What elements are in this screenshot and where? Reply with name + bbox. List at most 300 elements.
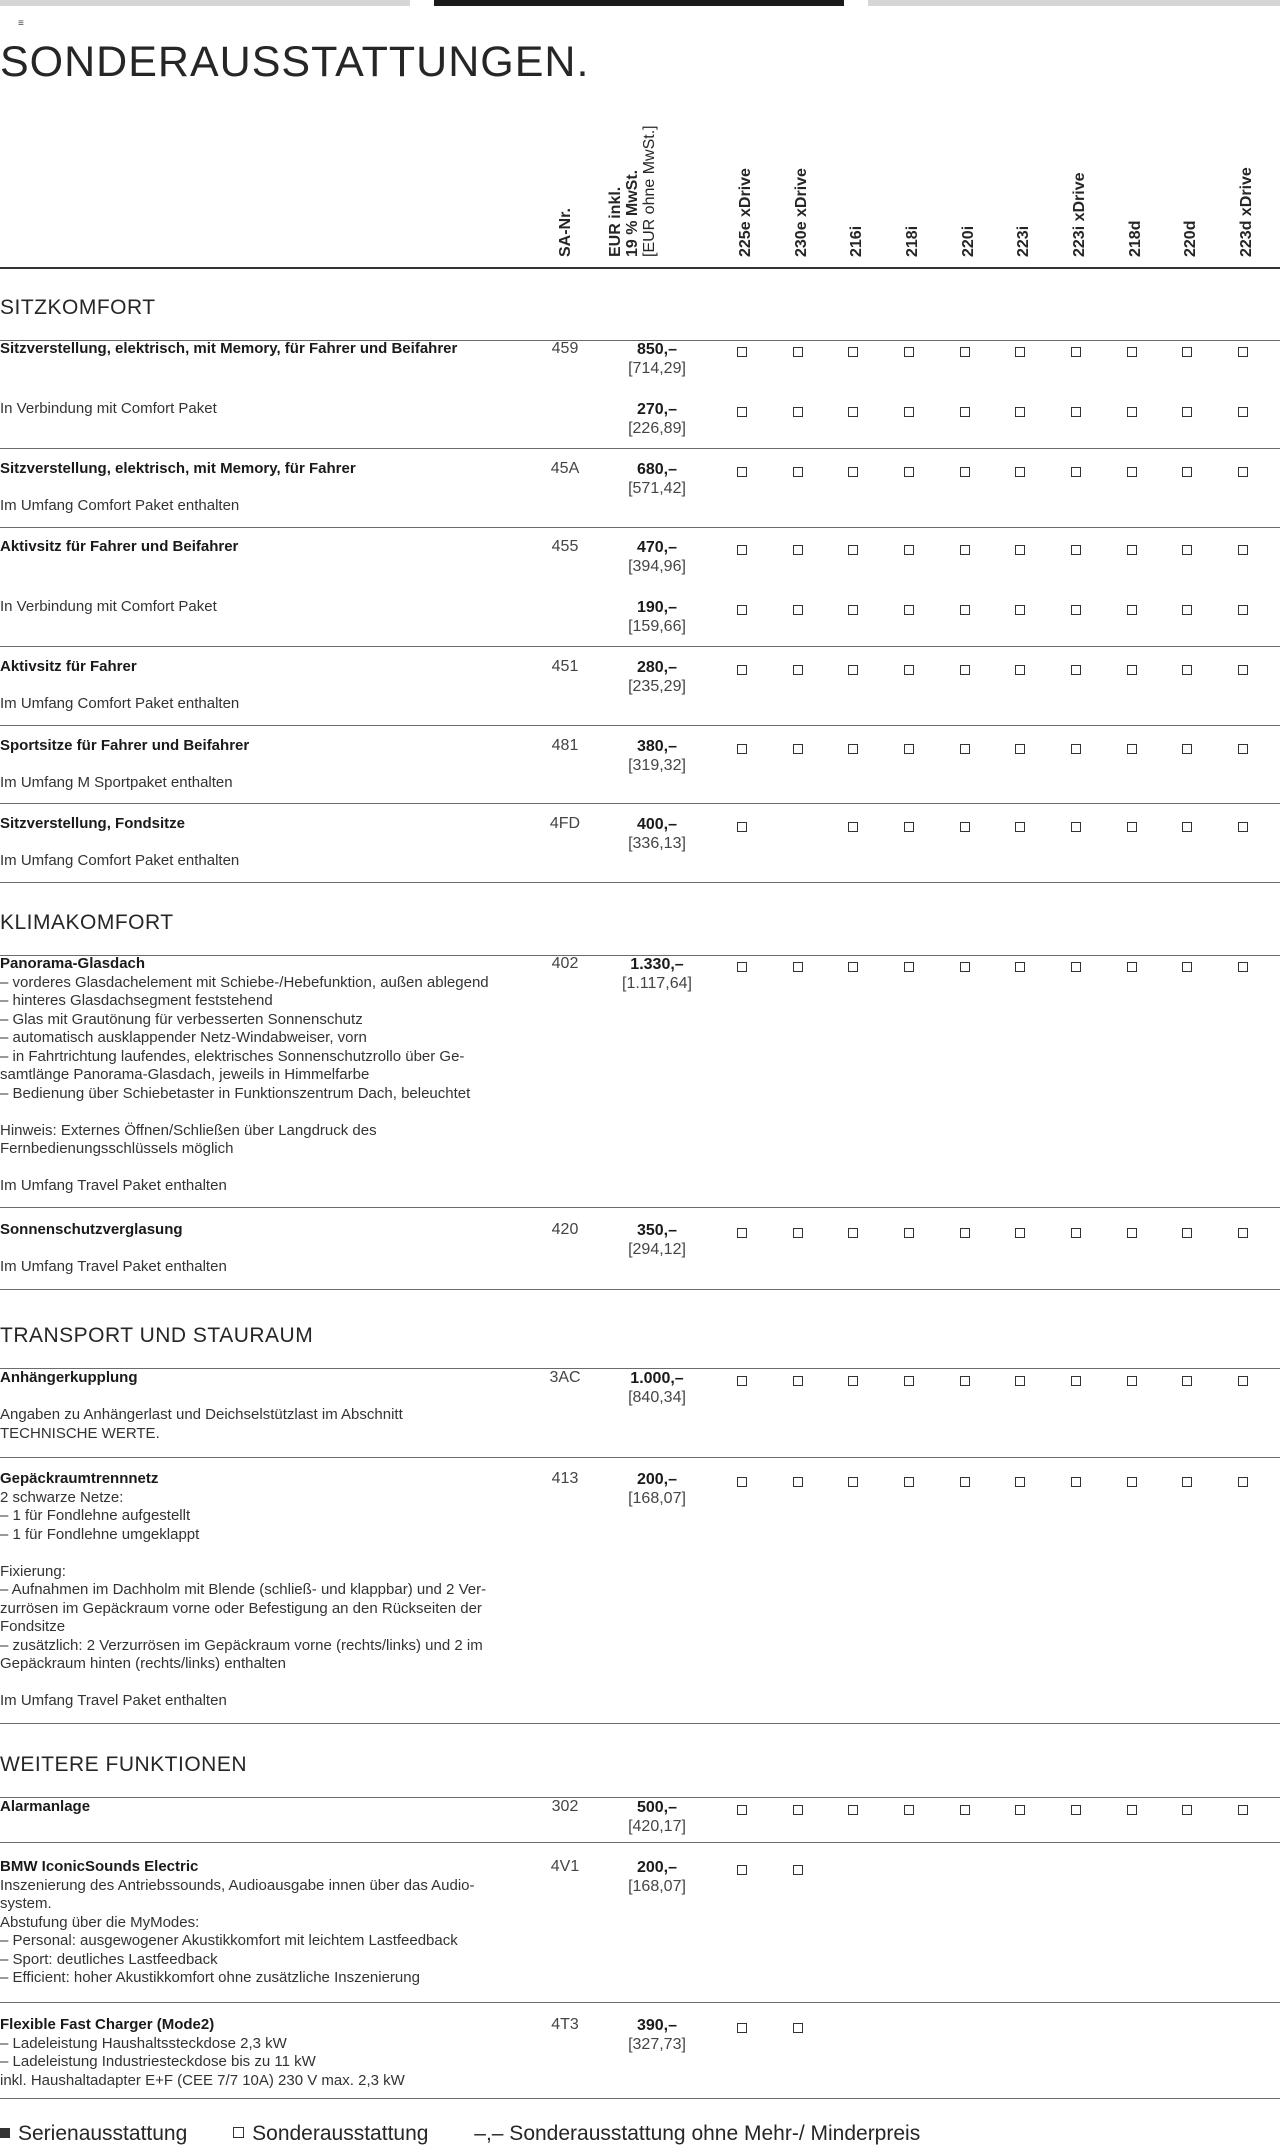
option-available-box bbox=[793, 1865, 803, 1875]
option-available-box bbox=[737, 2023, 747, 2033]
option-available-box bbox=[793, 744, 803, 754]
option-description bbox=[0, 658, 530, 714]
spacer bbox=[0, 1674, 530, 1693]
legend-sonder: Sonderausstattung bbox=[233, 2122, 428, 2145]
sa-number: 4T3 bbox=[551, 2016, 579, 2033]
row-rule bbox=[0, 1842, 1280, 1843]
option-detail-line: Hinweis: Externes Öffnen/Schließen über Langdruck des bbox=[0, 1121, 377, 1139]
price-gross: 190,– bbox=[636, 599, 678, 616]
option-detail-line: zurrösen im Gepäckraum vorne oder Befestigung an den Rückseiten der bbox=[0, 1599, 482, 1617]
option-available-box bbox=[1071, 1805, 1081, 1815]
option-available-box bbox=[793, 347, 803, 357]
option-detail-line: – Efficient: hoher Akustikkomfort ohne zusätzliche Inszenierung bbox=[0, 1969, 420, 1986]
option-description bbox=[0, 1369, 530, 1443]
option-available-box bbox=[960, 407, 970, 417]
option-title: BMW IconicSounds Electric bbox=[0, 1858, 199, 1875]
option-available-box bbox=[1127, 605, 1137, 615]
option-available-box bbox=[1127, 1805, 1137, 1815]
option-available-box bbox=[904, 962, 914, 972]
option-detail-line: – Ladeleistung Industriesteckdose bis zu 11 kW bbox=[0, 2053, 316, 2070]
option-available-box bbox=[1238, 665, 1248, 675]
option-detail-line: – Aufnahmen im Dachholm mit Blende (schließ- und klappbar) und 2 Ver- bbox=[0, 1581, 487, 1598]
col-sa-nr: SA-Nr. bbox=[557, 208, 574, 257]
option-detail-line: system. bbox=[0, 1895, 52, 1912]
sa-number: 413 bbox=[551, 1470, 579, 1487]
price-cell bbox=[612, 400, 702, 438]
row-rule bbox=[0, 1207, 1280, 1208]
option-available-box bbox=[960, 1805, 970, 1815]
option-available-box bbox=[1015, 1477, 1025, 1487]
price-cell bbox=[612, 737, 702, 775]
option-available-box bbox=[904, 605, 914, 615]
price-gross: 350,– bbox=[636, 1222, 678, 1239]
price-gross: 1.000,– bbox=[630, 1370, 684, 1387]
row-rule bbox=[0, 882, 1280, 883]
option-available-box bbox=[904, 1805, 914, 1815]
spacer bbox=[0, 834, 530, 853]
option-description bbox=[0, 1858, 530, 1988]
option-available-box bbox=[1071, 1376, 1081, 1386]
option-title: Alarmanlage bbox=[0, 1798, 91, 1815]
option-available-box bbox=[960, 665, 970, 675]
spacer bbox=[0, 677, 530, 696]
option-detail-line: In Verbindung mit Comfort Paket bbox=[0, 598, 217, 615]
price-gross: 380,– bbox=[636, 738, 678, 755]
col-model: 216i bbox=[848, 225, 865, 257]
sa-number: 451 bbox=[551, 658, 579, 675]
option-available-box bbox=[848, 1477, 858, 1487]
option-available-box bbox=[1071, 347, 1081, 357]
price-gross: 280,– bbox=[636, 659, 678, 676]
option-title: Aktivsitz für Fahrer bbox=[0, 658, 137, 675]
price-net: [327,73] bbox=[628, 2036, 686, 2053]
option-description bbox=[0, 1221, 530, 1277]
option-available-box bbox=[1238, 605, 1248, 615]
option-detail-line: – Glas mit Grautönung für verbesserten Sonnenschutz bbox=[0, 1010, 363, 1028]
option-detail-line: inkl. Haushaltadapter E+F (CEE 7/7 10A) 230 V max. 2,3 kW bbox=[0, 2071, 405, 2089]
option-available-box bbox=[848, 605, 858, 615]
col-model: 223i bbox=[1015, 225, 1032, 257]
option-available-box bbox=[793, 1376, 803, 1386]
price-net: [714,29] bbox=[628, 360, 686, 377]
price-gross: 390,– bbox=[636, 2017, 678, 2034]
option-detail-line: – Ladeleistung Haushaltssteckdose 2,3 kW bbox=[0, 2034, 287, 2052]
price-net: [571,42] bbox=[628, 480, 686, 497]
option-title: Sitzverstellung, elektrisch, mit Memory, für Fahrer bbox=[0, 460, 356, 477]
option-available-box bbox=[737, 1376, 747, 1386]
option-available-box bbox=[960, 467, 970, 477]
option-available-box bbox=[793, 665, 803, 675]
sa-number: 420 bbox=[551, 1221, 579, 1238]
price-net: [294,12] bbox=[628, 1241, 686, 1258]
option-available-box bbox=[1015, 545, 1025, 555]
option-title: Sitzverstellung, elektrisch, mit Memory, für Fahrer und Beifahrer bbox=[0, 340, 458, 357]
option-description bbox=[0, 1798, 530, 1817]
option-available-box bbox=[904, 822, 914, 832]
option-available-box bbox=[1015, 467, 1025, 477]
option-available-box bbox=[1071, 467, 1081, 477]
col-model: 225e xDrive bbox=[737, 168, 754, 257]
option-description bbox=[0, 598, 530, 617]
option-available-box bbox=[737, 744, 747, 754]
option-detail-line: samtlänge Panorama-Glasdach, jeweils in Himmelfarbe bbox=[0, 1066, 370, 1083]
price-gross: 200,– bbox=[636, 1471, 678, 1488]
option-available-box bbox=[1127, 1228, 1137, 1238]
option-available-box bbox=[1238, 962, 1248, 972]
option-description bbox=[0, 340, 530, 359]
legend bbox=[0, 2122, 960, 2146]
price-net: [840,34] bbox=[628, 1389, 686, 1406]
sa-number: 3AC bbox=[549, 1369, 581, 1386]
option-available-box bbox=[793, 407, 803, 417]
option-available-box bbox=[1015, 1805, 1025, 1815]
option-available-box bbox=[737, 1805, 747, 1815]
price-cell bbox=[612, 1798, 702, 1836]
col-model: 220d bbox=[1182, 220, 1199, 257]
option-available-box bbox=[848, 962, 858, 972]
option-available-box bbox=[1015, 1228, 1025, 1238]
progress-segment-3 bbox=[868, 0, 1280, 6]
progress-segment-2-active bbox=[434, 0, 844, 6]
option-detail-line: Gepäckraum hinten (rechts/links) enthalten bbox=[0, 1655, 286, 1672]
option-available-box bbox=[904, 545, 914, 555]
option-detail-line: TECHNISCHE WERTE. bbox=[0, 1424, 160, 1442]
option-detail-line: In Verbindung mit Comfort Paket bbox=[0, 400, 217, 417]
sa-number: 459 bbox=[551, 340, 579, 357]
price-net: [226,89] bbox=[628, 420, 686, 437]
price-gross: 1.330,– bbox=[630, 956, 684, 973]
option-available-box bbox=[793, 1228, 803, 1238]
option-available-box bbox=[1071, 665, 1081, 675]
price-gross: 270,– bbox=[636, 401, 678, 418]
option-description bbox=[0, 460, 530, 516]
option-description bbox=[0, 955, 530, 1196]
option-description bbox=[0, 737, 530, 793]
sa-number: 402 bbox=[551, 955, 579, 972]
option-detail-line: – 1 für Fondlehne aufgestellt bbox=[0, 1507, 191, 1524]
sa-number: 4V1 bbox=[550, 1858, 580, 1875]
option-available-box bbox=[960, 545, 970, 555]
option-available-box bbox=[904, 467, 914, 477]
option-available-box bbox=[1127, 407, 1137, 417]
option-available-box bbox=[1127, 347, 1137, 357]
option-available-box bbox=[1238, 407, 1248, 417]
price-gross: 200,– bbox=[636, 1859, 678, 1876]
row-rule bbox=[0, 1289, 1280, 1290]
option-available-box bbox=[848, 407, 858, 417]
option-detail-line: Im Umfang Travel Paket enthalten bbox=[0, 1258, 227, 1275]
price-cell bbox=[612, 460, 702, 498]
option-available-box bbox=[737, 1228, 747, 1238]
option-detail-line: Fixierung: bbox=[0, 1562, 66, 1580]
price-cell bbox=[612, 538, 702, 576]
option-available-box bbox=[793, 1805, 803, 1815]
option-available-box bbox=[1182, 1805, 1192, 1815]
option-title: Aktivsitz für Fahrer und Beifahrer bbox=[0, 538, 239, 555]
price-cell bbox=[612, 1858, 702, 1896]
legend-ohne: –,– Sonderausstattung ohne Mehr-/ Minderpreis bbox=[474, 2122, 921, 2145]
option-available-box bbox=[848, 1228, 858, 1238]
option-available-box bbox=[1182, 467, 1192, 477]
col-price: EUR inkl. 19 % MwSt. [EUR ohne MwSt.] bbox=[607, 125, 658, 257]
price-cell bbox=[612, 340, 702, 378]
price-net: [159,66] bbox=[628, 618, 686, 635]
col-model: 223d xDrive bbox=[1238, 167, 1255, 257]
row-rule bbox=[0, 2002, 1280, 2003]
option-available-box bbox=[1015, 605, 1025, 615]
price-net: [1.117,64] bbox=[622, 975, 692, 992]
price-cell bbox=[612, 815, 702, 853]
option-available-box bbox=[737, 545, 747, 555]
option-available-box bbox=[1127, 1477, 1137, 1487]
progress-segment-1 bbox=[0, 0, 410, 6]
spacer bbox=[0, 1240, 530, 1259]
option-available-box bbox=[737, 1477, 747, 1487]
option-detail-line: Im Umfang Comfort Paket enthalten bbox=[0, 497, 240, 514]
option-available-box bbox=[1015, 962, 1025, 972]
option-available-box bbox=[1071, 744, 1081, 754]
option-available-box bbox=[737, 962, 747, 972]
option-available-box bbox=[1182, 1228, 1192, 1238]
option-available-box bbox=[1182, 1477, 1192, 1487]
option-available-box bbox=[1182, 407, 1192, 417]
option-available-box bbox=[737, 605, 747, 615]
option-available-box bbox=[1127, 467, 1137, 477]
option-detail-line: Angaben zu Anhängerlast und Deichselstützlast im Abschnitt bbox=[0, 1406, 403, 1423]
option-available-box bbox=[737, 347, 747, 357]
option-title: Sonnenschutzverglasung bbox=[0, 1221, 183, 1238]
price-net: [319,32] bbox=[628, 757, 686, 774]
price-net: [168,07] bbox=[628, 1490, 686, 1507]
price-gross: 850,– bbox=[636, 341, 678, 358]
spacer bbox=[0, 1388, 530, 1407]
option-detail-line: Fondsitze bbox=[0, 1618, 66, 1635]
column-header bbox=[0, 110, 1280, 260]
option-detail-line: – automatisch ausklappender Netz-Windabweiser, vorn bbox=[0, 1029, 367, 1046]
option-available-box bbox=[904, 1228, 914, 1238]
option-available-box bbox=[793, 605, 803, 615]
spacer bbox=[0, 1159, 530, 1178]
spacer bbox=[0, 756, 530, 775]
option-available-box bbox=[793, 962, 803, 972]
col-model: 218d bbox=[1127, 220, 1144, 257]
section-title: WEITERE FUNKTIONEN bbox=[0, 1753, 248, 1776]
option-available-box bbox=[960, 605, 970, 615]
price-gross: 680,– bbox=[636, 461, 678, 478]
price-net: [420,17] bbox=[628, 1818, 686, 1835]
option-available-box bbox=[1071, 1477, 1081, 1487]
option-available-box bbox=[1071, 545, 1081, 555]
option-available-box bbox=[848, 347, 858, 357]
option-available-box bbox=[960, 1228, 970, 1238]
option-available-box bbox=[793, 545, 803, 555]
col-model: 223i xDrive bbox=[1071, 172, 1088, 257]
page-title: SONDERAUSSTATTUNGEN. bbox=[0, 38, 590, 86]
option-available-box bbox=[1238, 1805, 1248, 1815]
option-detail-line: – in Fahrtrichtung laufendes, elektrisches Sonnenschutzrollo über Ge- bbox=[0, 1047, 465, 1065]
price-net: [336,13] bbox=[628, 835, 686, 852]
option-title: Sportsitze für Fahrer und Beifahrer bbox=[0, 737, 250, 754]
option-detail-line: – Sport: deutliches Lastfeedback bbox=[0, 1950, 218, 1968]
option-available-box bbox=[737, 407, 747, 417]
spacer bbox=[0, 479, 530, 498]
option-detail-line: Inszenierung des Antriebssounds, Audioausgabe innen über das Audio- bbox=[0, 1876, 475, 1894]
sa-number: 45A bbox=[550, 460, 580, 477]
option-description bbox=[0, 400, 530, 419]
option-detail-line: – Bedienung über Schiebetaster in Funktionszentrum Dach, beleuchtet bbox=[0, 1084, 471, 1102]
sa-number: 4FD bbox=[549, 815, 581, 832]
row-rule bbox=[0, 2098, 1280, 2099]
row-rule bbox=[0, 527, 1280, 528]
option-available-box bbox=[793, 2023, 803, 2033]
price-cell bbox=[612, 658, 702, 696]
menu-icon[interactable]: ≡ bbox=[18, 18, 24, 29]
legend-serie: Serienausstattung bbox=[0, 2122, 187, 2145]
option-available-box bbox=[960, 822, 970, 832]
option-available-box bbox=[1238, 1228, 1248, 1238]
option-detail-line: Fernbedienungsschlüssels möglich bbox=[0, 1140, 234, 1157]
sa-number: 455 bbox=[551, 538, 579, 555]
option-available-box bbox=[1015, 665, 1025, 675]
price-cell bbox=[612, 1470, 702, 1508]
option-available-box bbox=[1015, 1376, 1025, 1386]
col-model: 220i bbox=[960, 225, 977, 257]
price-gross: 400,– bbox=[636, 816, 678, 833]
option-detail-line: Im Umfang Travel Paket enthalten bbox=[0, 1692, 227, 1709]
option-available-box bbox=[1238, 822, 1248, 832]
option-available-box bbox=[1182, 744, 1192, 754]
option-title: Panorama-Glasdach bbox=[0, 955, 146, 972]
option-description bbox=[0, 1470, 530, 1711]
option-available-box bbox=[848, 744, 858, 754]
price-cell bbox=[612, 1369, 702, 1407]
option-available-box bbox=[1182, 545, 1192, 555]
option-detail-line: Im Umfang M Sportpaket enthalten bbox=[0, 774, 233, 791]
option-available-box bbox=[904, 1477, 914, 1487]
option-available-box bbox=[793, 467, 803, 477]
option-detail-line: Im Umfang Comfort Paket enthalten bbox=[0, 695, 240, 712]
option-available-box bbox=[1182, 347, 1192, 357]
option-available-box bbox=[904, 407, 914, 417]
option-available-box bbox=[1182, 665, 1192, 675]
option-description bbox=[0, 2016, 530, 2090]
price-gross: 470,– bbox=[636, 539, 678, 556]
section-title: SITZKOMFORT bbox=[0, 296, 156, 319]
option-available-box bbox=[1238, 347, 1248, 357]
option-available-box bbox=[1238, 545, 1248, 555]
row-rule bbox=[0, 448, 1280, 449]
option-available-box bbox=[737, 665, 747, 675]
option-available-box bbox=[848, 467, 858, 477]
option-available-box bbox=[848, 665, 858, 675]
row-rule bbox=[0, 803, 1280, 804]
col-model: 218i bbox=[904, 225, 921, 257]
option-detail-line: – vorderes Glasdachelement mit Schiebe-/Hebefunktion, außen ablegend bbox=[0, 973, 489, 991]
option-available-box bbox=[1127, 822, 1137, 832]
spacer bbox=[0, 1103, 530, 1122]
option-description bbox=[0, 815, 530, 871]
option-available-box bbox=[1015, 744, 1025, 754]
option-available-box bbox=[960, 1477, 970, 1487]
empty-square-icon bbox=[233, 2127, 244, 2138]
option-available-box bbox=[960, 744, 970, 754]
price-net: [394,96] bbox=[628, 558, 686, 575]
header-rule bbox=[0, 267, 1280, 269]
option-title: Anhängerkupplung bbox=[0, 1369, 138, 1386]
option-available-box bbox=[848, 822, 858, 832]
row-rule bbox=[0, 725, 1280, 726]
option-available-box bbox=[737, 822, 747, 832]
option-available-box bbox=[1238, 1477, 1248, 1487]
option-title: Flexible Fast Charger (Mode2) bbox=[0, 2016, 215, 2033]
option-available-box bbox=[737, 467, 747, 477]
option-description bbox=[0, 538, 530, 557]
option-available-box bbox=[1182, 1376, 1192, 1386]
option-title: Gepäckraumtrennnetz bbox=[0, 1470, 159, 1487]
option-title: Sitzverstellung, Fondsitze bbox=[0, 815, 186, 832]
section-title: KLIMAKOMFORT bbox=[0, 911, 174, 934]
option-detail-line: – 1 für Fondlehne umgeklappt bbox=[0, 1525, 200, 1543]
option-available-box bbox=[1071, 407, 1081, 417]
option-available-box bbox=[904, 347, 914, 357]
option-available-box bbox=[960, 347, 970, 357]
option-detail-line: Im Umfang Comfort Paket enthalten bbox=[0, 852, 240, 869]
price-cell bbox=[612, 955, 702, 993]
sa-number: 481 bbox=[551, 737, 579, 754]
option-available-box bbox=[1071, 822, 1081, 832]
price-gross: 500,– bbox=[636, 1799, 678, 1816]
price-net: [235,29] bbox=[628, 678, 686, 695]
row-rule bbox=[0, 646, 1280, 647]
sa-number: 302 bbox=[551, 1798, 579, 1815]
option-available-box bbox=[1071, 962, 1081, 972]
option-available-box bbox=[1015, 407, 1025, 417]
option-detail-line: Im Umfang Travel Paket enthalten bbox=[0, 1177, 227, 1194]
option-available-box bbox=[848, 1376, 858, 1386]
col-model: 230e xDrive bbox=[793, 168, 810, 257]
option-available-box bbox=[793, 1477, 803, 1487]
price-net: [168,07] bbox=[628, 1878, 686, 1895]
row-rule bbox=[0, 1457, 1280, 1458]
option-available-box bbox=[1127, 545, 1137, 555]
filled-square-icon bbox=[0, 2128, 10, 2138]
spacer bbox=[0, 1544, 530, 1563]
option-available-box bbox=[904, 1376, 914, 1386]
option-available-box bbox=[1071, 605, 1081, 615]
option-available-box bbox=[960, 962, 970, 972]
option-available-box bbox=[1238, 1376, 1248, 1386]
option-detail-line: Abstufung über die MyModes: bbox=[0, 1913, 200, 1931]
option-detail-line: – Personal: ausgewogener Akustikkomfort mit leichtem Lastfeedback bbox=[0, 1932, 458, 1949]
option-detail-line: – hinteres Glasdachsegment feststehend bbox=[0, 992, 273, 1009]
option-available-box bbox=[1182, 962, 1192, 972]
option-available-box bbox=[848, 1805, 858, 1815]
price-cell bbox=[612, 2016, 702, 2054]
price-cell bbox=[612, 1221, 702, 1259]
option-available-box bbox=[1238, 467, 1248, 477]
option-available-box bbox=[1015, 822, 1025, 832]
option-available-box bbox=[1015, 347, 1025, 357]
option-available-box bbox=[960, 1376, 970, 1386]
option-available-box bbox=[1127, 665, 1137, 675]
option-detail-line: – zusätzlich: 2 Verzurrösen im Gepäckraum vorne (rechts/links) und 2 im bbox=[0, 1636, 483, 1654]
option-available-box bbox=[1238, 744, 1248, 754]
option-available-box bbox=[737, 1865, 747, 1875]
option-available-box bbox=[1182, 605, 1192, 615]
option-available-box bbox=[904, 665, 914, 675]
option-available-box bbox=[1071, 1228, 1081, 1238]
option-available-box bbox=[1127, 1376, 1137, 1386]
